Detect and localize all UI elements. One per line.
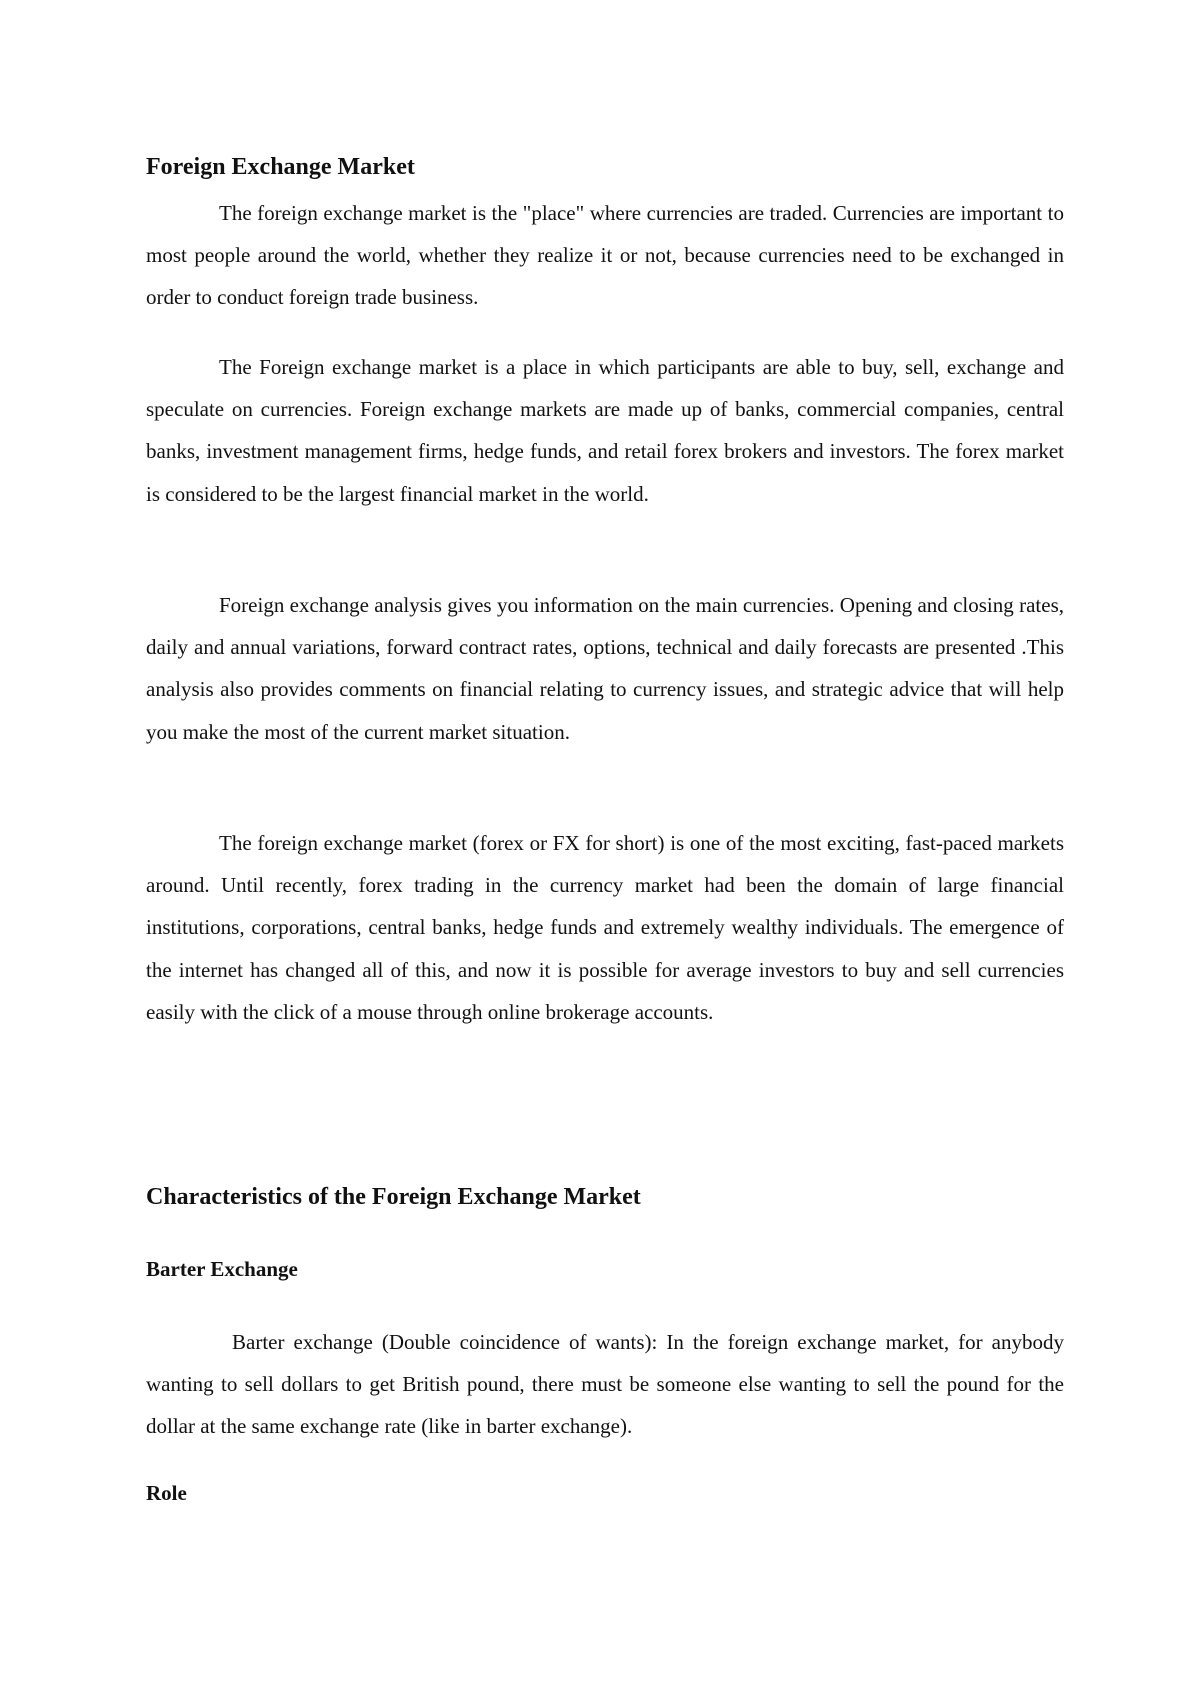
intro-paragraph-4: The foreign exchange market (forex or FX for short) is one of the most exciting, fast-paced markets around. Until recently, forex trading in the currency market had been the domain of large financial institutions, corporations, central banks, hedge funds and extremely wealthy individuals. The emergence of the internet has changed all of this, and now it is possible for average investors to buy and sell currencies easily with the click of a mouse through online brokerage accounts.: [146, 831, 1064, 1024]
subheading-role: Role: [146, 1481, 187, 1505]
intro-paragraph-1: The foreign exchange market is the "place" where currencies are traded. Currencies are important to most people around the world, whether they realize it or not, because currencies need to be exchanged in order to conduct foreign trade business.: [146, 201, 1064, 310]
page-title: Foreign Exchange Market: [146, 154, 415, 180]
intro-paragraph-3: Foreign exchange analysis gives you information on the main currencies. Opening and closing rates, daily and annual variations, forward contract rates, options, technical and daily forecasts are presented .This analysis also provides comments on financial relating to currency issues, and strategic advice that will help you make the most of the current market situation.: [146, 593, 1064, 744]
intro-paragraph-2: The Foreign exchange market is a place in which participants are able to buy, sell, exchange and speculate on currencies. Foreign exchange markets are made up of banks, commercial companies, central banks, investment management firms, hedge funds, and retail forex brokers and investors. The forex market is considered to be the largest financial market in the world.: [146, 355, 1064, 506]
barter-exchange-paragraph: Barter exchange (Double coincidence of wants): In the foreign exchange market, for anybody wanting to sell dollars to get British pound, there must be someone else wanting to sell the pound for the dollar at the same exchange rate (like in barter exchange).: [146, 1330, 1064, 1439]
subheading-barter-exchange: Barter Exchange: [146, 1257, 298, 1281]
section-title-characteristics: Characteristics of the Foreign Exchange Market: [146, 1184, 641, 1210]
